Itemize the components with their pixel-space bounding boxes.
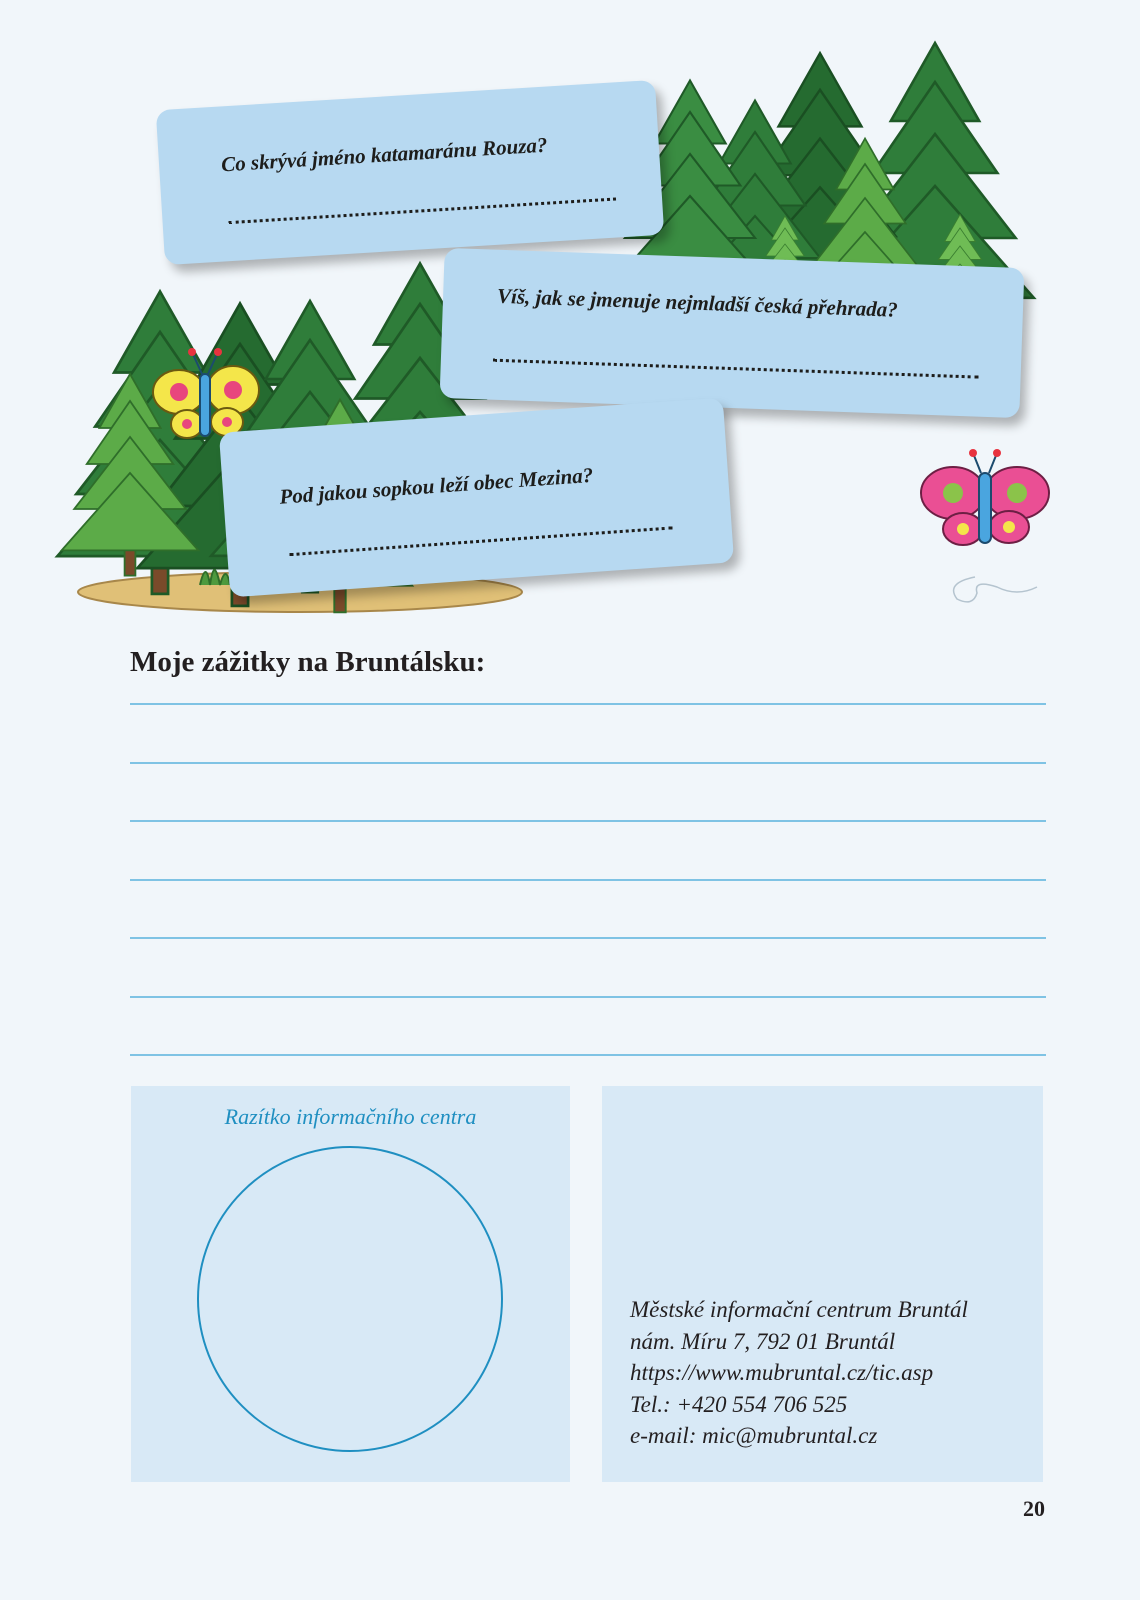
question-text: Víš, jak se jmenuje nejmladší česká přehrada? bbox=[496, 283, 899, 322]
page-number: 20 bbox=[1023, 1496, 1045, 1521]
contact-web[interactable]: https://www.mubruntal.cz/tic.asp bbox=[630, 1360, 934, 1385]
section-title: Moje zážitky na Bruntálsku: bbox=[130, 646, 486, 678]
pink-butterfly-icon bbox=[921, 449, 1049, 602]
writing-line[interactable] bbox=[130, 762, 1046, 764]
writing-line[interactable] bbox=[130, 996, 1046, 998]
question-text: Pod jakou sopkou leží obec Mezina? bbox=[278, 462, 594, 509]
contact-box bbox=[602, 1086, 1043, 1482]
writing-line[interactable] bbox=[130, 703, 1046, 705]
contact-email[interactable]: e-mail: mic@mubruntal.cz bbox=[630, 1423, 878, 1448]
contact-info bbox=[630, 1294, 968, 1452]
stamp-label: Razítko informačního centra bbox=[224, 1104, 477, 1129]
writing-line[interactable] bbox=[130, 937, 1046, 939]
question-card bbox=[440, 248, 1025, 418]
writing-line[interactable] bbox=[130, 1054, 1046, 1056]
question-text: Co skrývá jméno katamaránu Rouza? bbox=[220, 132, 549, 177]
answer-line[interactable] bbox=[493, 358, 979, 379]
contact-phone: Tel.: +420 554 706 525 bbox=[630, 1391, 848, 1417]
writing-line[interactable] bbox=[130, 820, 1046, 822]
question-card bbox=[156, 80, 665, 265]
stamp-circle bbox=[197, 1146, 503, 1452]
answer-line[interactable] bbox=[289, 525, 672, 556]
question-card bbox=[219, 398, 734, 598]
contact-address: nám. Míru 7, 792 01 Bruntál bbox=[630, 1328, 896, 1354]
flight-trail bbox=[954, 577, 1037, 602]
writing-line[interactable] bbox=[130, 879, 1046, 881]
answer-line[interactable] bbox=[229, 196, 617, 224]
contact-name: Městské informační centrum Bruntál bbox=[630, 1297, 968, 1322]
stamp-box bbox=[131, 1086, 570, 1482]
